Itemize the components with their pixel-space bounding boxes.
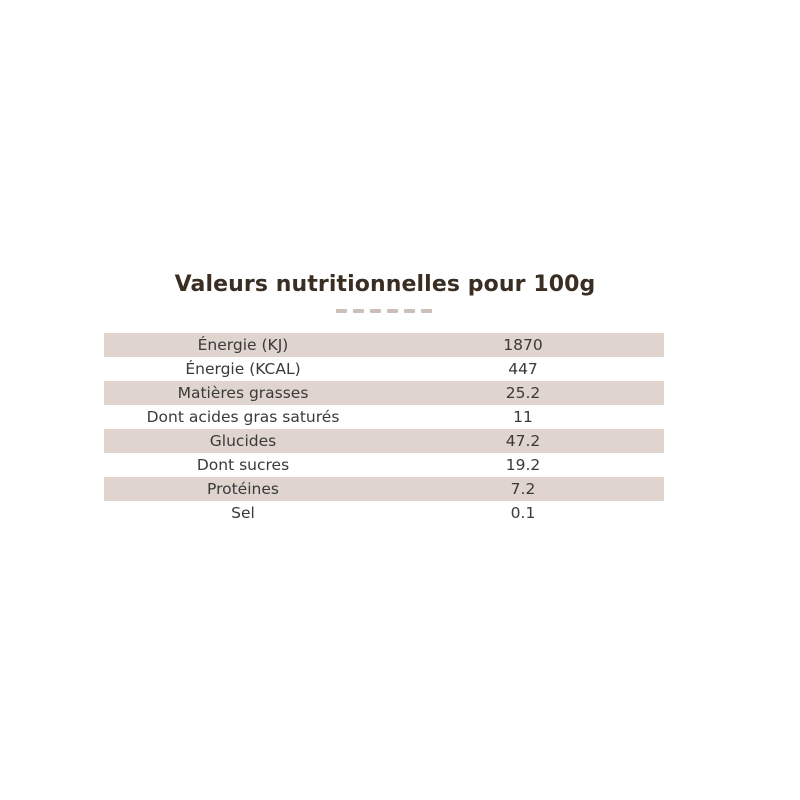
divider-dash <box>336 309 347 313</box>
nutrient-value: 11 <box>513 408 533 426</box>
nutrient-value: 0.1 <box>510 504 536 522</box>
nutrient-value: 7.2 <box>382 477 664 501</box>
table-row <box>104 501 664 525</box>
nutrient-value: 19.2 <box>505 456 541 474</box>
nutrient-label: Énergie (KCAL) <box>185 360 301 378</box>
nutrient-value: 1870 <box>382 333 664 357</box>
nutrient-value: 25.2 <box>382 381 664 405</box>
nutrient-label: Énergie (KJ) <box>104 333 382 357</box>
nutrient-value: 447 <box>508 360 538 378</box>
nutrient-label: Glucides <box>104 429 382 453</box>
table-row <box>104 357 664 381</box>
table-row <box>104 453 664 477</box>
table-row <box>104 333 664 357</box>
nutrient-label: Sel <box>231 504 255 522</box>
nutrition-title: Valeurs nutritionnelles pour 100g <box>174 272 596 297</box>
nutrient-label: Dont sucres <box>196 456 290 474</box>
table-row <box>104 381 664 405</box>
divider-dash <box>421 309 432 313</box>
title-divider <box>336 309 432 313</box>
nutrient-label: Dont acides gras saturés <box>146 408 340 426</box>
table-row <box>104 429 664 453</box>
nutrition-table <box>104 333 664 525</box>
table-row <box>104 477 664 501</box>
divider-dash <box>370 309 381 313</box>
nutrient-label: Protéines <box>104 477 382 501</box>
divider-dash <box>404 309 415 313</box>
table-row <box>104 405 664 429</box>
divider-dash <box>387 309 398 313</box>
nutrient-label: Matières grasses <box>104 381 382 405</box>
divider-dash <box>353 309 364 313</box>
nutrient-value: 47.2 <box>382 429 664 453</box>
